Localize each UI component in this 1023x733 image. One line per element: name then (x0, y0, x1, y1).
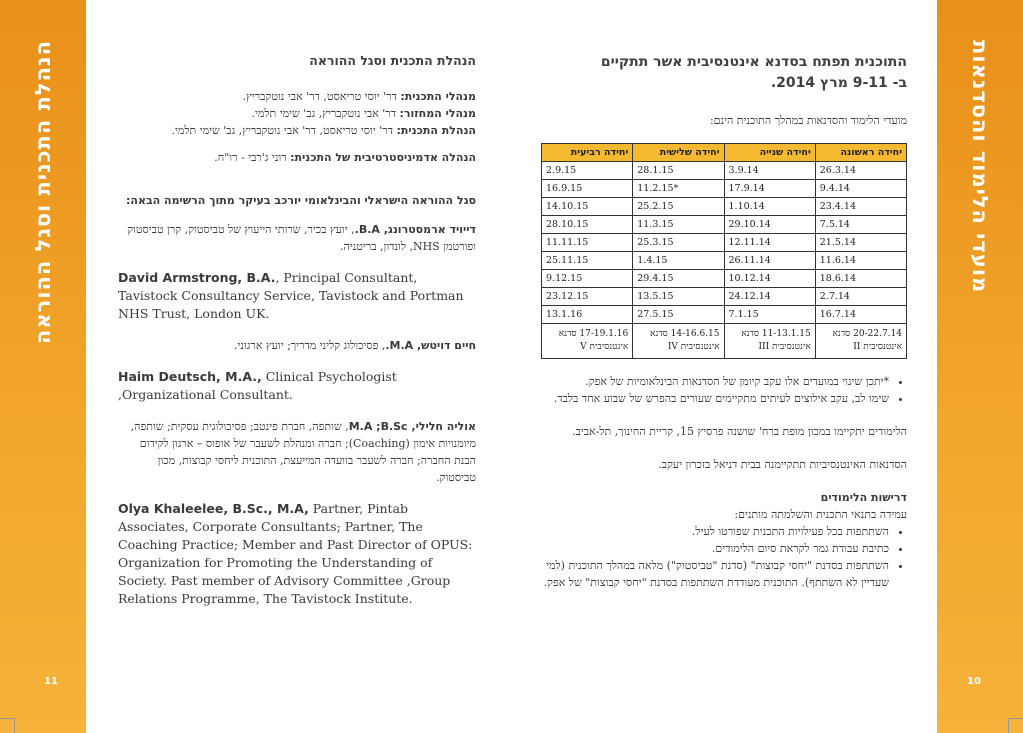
faculty-english-olya: Olya Khaleelee, B.Sc., M.A, Partner, Pintab Associates, Corporate Consultants; Partner, The Coaching Practice; Member and Past Director of OPUS: Organization for Promoting the Understanding of Society. Past member of Advisory Committee ,Group Relations Programme, The Tavistock Institute. (118, 501, 473, 606)
faculty-hebrew-olya: אוליה חלילי, M.A ;B.Sc, שותפה, חברת פינטב; פסיכולוגית עסקית; שותפה, מיומנויות אימון (Coaching); חברה ומנהלת לשעבר של אופוס – ארגון לקידום הבנת החברה; חברה לשעבר בוועדה המייעצת, התוכנית ליחסי קבוצות, מכון טביסטוק. (130, 420, 476, 484)
table-cell-workshop (724, 324, 815, 359)
table-cell: 29.10.14 (724, 216, 815, 234)
left-page-content (118, 52, 476, 608)
table-cell: 9.12.15 (542, 270, 633, 288)
requirements-list (541, 523, 907, 591)
workshop-label: אינטנסיבית III (758, 342, 811, 352)
right-band-title: מועדי הלימוד והסדנאות (968, 40, 992, 294)
requirement-item: • כתיבת עבודת גמר לקראת סיום הלימודים. (541, 540, 889, 557)
table-cell: 7.5.14 (815, 216, 906, 234)
schedule-title-line1: התוכנית תפתח בסדנא אינטנסיבית אשר תתקיים (600, 54, 907, 70)
table-row (542, 198, 907, 216)
table-cell: 27.5.15 (633, 306, 724, 324)
table-header-cell: יחידה רביעית (542, 144, 633, 162)
requirement-item: • השתתפות בסדנת "יחסי קבוצות" (סדנת "טביסטוק") מלאה במהלך התוכנית (למי שעדיין לא השתתף). התוכנית מעודדת השתתפות בסדנת "יחסי קבוצות" של אפק. (541, 557, 889, 591)
table-body (542, 162, 907, 359)
workshop-label: אינטנסיבית V (580, 342, 629, 352)
table-cell: 28.1.15 (633, 162, 724, 180)
table-row (542, 306, 907, 324)
table-row (542, 216, 907, 234)
staff-line: מנהלי המחזור: דר' אבי נוטקבריץ, גב' שימי תלמי. (251, 107, 476, 120)
table-cell: 11.3.15 (633, 216, 724, 234)
schedule-table (541, 143, 907, 359)
table-row (542, 288, 907, 306)
note-item: • שימו לב, עקב אילוצים לעיתים מתקיימים שעורים בהפרש של שבוע אחד בלבד. (541, 390, 889, 407)
workshop-dates: 11-13.1.15 סדנא (741, 329, 811, 339)
faculty-hebrew-haim: חיים דויטש, M.A., פסיכולוג קליני מדריך; יועץ ארגוני. (234, 339, 476, 352)
faculty-english-david: David Armstrong, B.A., Principal Consultant, Tavistock Consultancy Service, Tavistock and Portman NHS Trust, London UK. (118, 270, 464, 321)
right-side-band (937, 0, 1023, 733)
page-heading-staff: הנהלת התכנית וסגל ההוראה (309, 53, 476, 68)
table-cell: 13.1.16 (542, 306, 633, 324)
requirement-item: • השתתפות בכל פעילויות התכנית שפורטו לעיל. (541, 523, 889, 540)
table-cell: 24.12.14 (724, 288, 815, 306)
table-cell: 10.12.14 (724, 270, 815, 288)
schedule-title-line2: ב- 9-11 מרץ 2014. (770, 75, 907, 91)
table-cell: 16.9.15 (542, 180, 633, 198)
table-cell-workshop (633, 324, 724, 359)
requirements-heading: דרישות הלימודים (820, 491, 907, 504)
workshop-dates: 20-22.7.14 סדנא (832, 329, 902, 339)
left-band-title: הנהלת התכנית וסגל ההוראה (31, 40, 55, 345)
table-header-cell: יחידה ראשונה (815, 144, 906, 162)
table-cell: 11.6.14 (815, 252, 906, 270)
table-cell: 23.12.15 (542, 288, 633, 306)
table-cell-workshop (815, 324, 906, 359)
table-cell: 18.6.14 (815, 270, 906, 288)
table-cell: 21.5.14 (815, 234, 906, 252)
table-cell: 17.9.14 (724, 180, 815, 198)
table-cell: 9.4.14 (815, 180, 906, 198)
requirements-intro: עמידה בתנאי התכנית והשלמתה מותנים: (734, 508, 907, 521)
table-cell: 11.11.15 (542, 234, 633, 252)
crop-mark (1008, 718, 1023, 733)
table-row (542, 180, 907, 198)
table-cell: 2.9.15 (542, 162, 633, 180)
table-cell-workshop (542, 324, 633, 359)
schedule-notes (541, 373, 907, 407)
workshop-dates: 17-19.1.16 סדנא (558, 329, 629, 339)
table-header-cell: יחידה שלישית (633, 144, 724, 162)
table-cell: 26.11.14 (724, 252, 815, 270)
table-cell: 13.5.15 (633, 288, 724, 306)
table-cell: 14.10.15 (542, 198, 633, 216)
table-row (542, 270, 907, 288)
workshop-label: אינטנסיבית II (853, 342, 902, 352)
table-cell: 7.1.15 (724, 306, 815, 324)
staff-line: מנהלי התכנית: דר' יוסי טריאסט, דר' אבי נוטקבריץ. (242, 90, 476, 103)
location-text: הלימודים יתקיימו במכון מופת ברח' שושנה פרסיץ 15, קריית החינוך, תל-אביב. (572, 425, 907, 438)
faculty-english-haim: Haim Deutsch, M.A., Clinical Psychologist ,Organizational Consultant. (118, 369, 397, 402)
workshops-location-text: הסדנאות האינטנסיביות תתקיימנה בבית דניאל בזכרון יעקב. (658, 458, 907, 471)
workshop-label: אינטנסיבית IV (667, 342, 720, 352)
page-number-left: 11 (44, 676, 58, 687)
table-header-row (542, 144, 907, 162)
table-cell: 1.10.14 (724, 198, 815, 216)
table-cell: 25.11.15 (542, 252, 633, 270)
table-cell: 25.2.15 (633, 198, 724, 216)
faculty-hebrew-david: דייויד ארמסטרונג, B.A., יועץ בכיר, שרותי הייעוץ של טביסטוק, קרן טביסטוק ופורטמן NHS, לונדון, בריטניה. (127, 223, 476, 253)
table-cell: 12.11.14 (724, 234, 815, 252)
table-cell: 1.4.15 (633, 252, 724, 270)
staff-line: הנהלת התכנית: דר' יוסי טריאסט, דר' אבי נוטקבריץ, גב' שימי תלמי. (171, 124, 476, 137)
right-page-content (541, 52, 907, 591)
table-cell: 2.7.14 (815, 288, 906, 306)
table-cell: 26.3.14 (815, 162, 906, 180)
table-cell: 3.9.14 (724, 162, 815, 180)
page-number-right: 10 (967, 676, 981, 687)
table-cell: 23.4.14 (815, 198, 906, 216)
note-item: • *יתכן שינוי במועדים אלו עקב קיומן של הסדנאות הבינלאומיות של אפק. (541, 373, 889, 390)
table-row (542, 252, 907, 270)
table-row (542, 162, 907, 180)
table-cell: 28.10.15 (542, 216, 633, 234)
crop-mark (0, 718, 15, 733)
table-row-workshops (542, 324, 907, 359)
admin-line: הנהלה אדמיניסטרטיבית של התכנית: רוני ג'רבי - רו"ח. (214, 151, 476, 164)
faculty-heading: סגל ההוראה הישראלי והבינלאומי יורכב בעיקר מתוך הרשימה הבאה: (125, 194, 476, 207)
table-cell: 16.7.14 (815, 306, 906, 324)
table-cell: 11.2.15* (633, 180, 724, 198)
workshop-dates: 14-16.6.15 סדנא (650, 329, 720, 339)
table-cell: 29.4.15 (633, 270, 724, 288)
table-row (542, 234, 907, 252)
table-cell: 25.3.15 (633, 234, 724, 252)
schedule-intro: מועדי הלימוד והסדנאות במהלך התוכנית הינם: (709, 114, 907, 127)
left-side-band (0, 0, 86, 733)
table-header-cell: יחידה שנייה (724, 144, 815, 162)
